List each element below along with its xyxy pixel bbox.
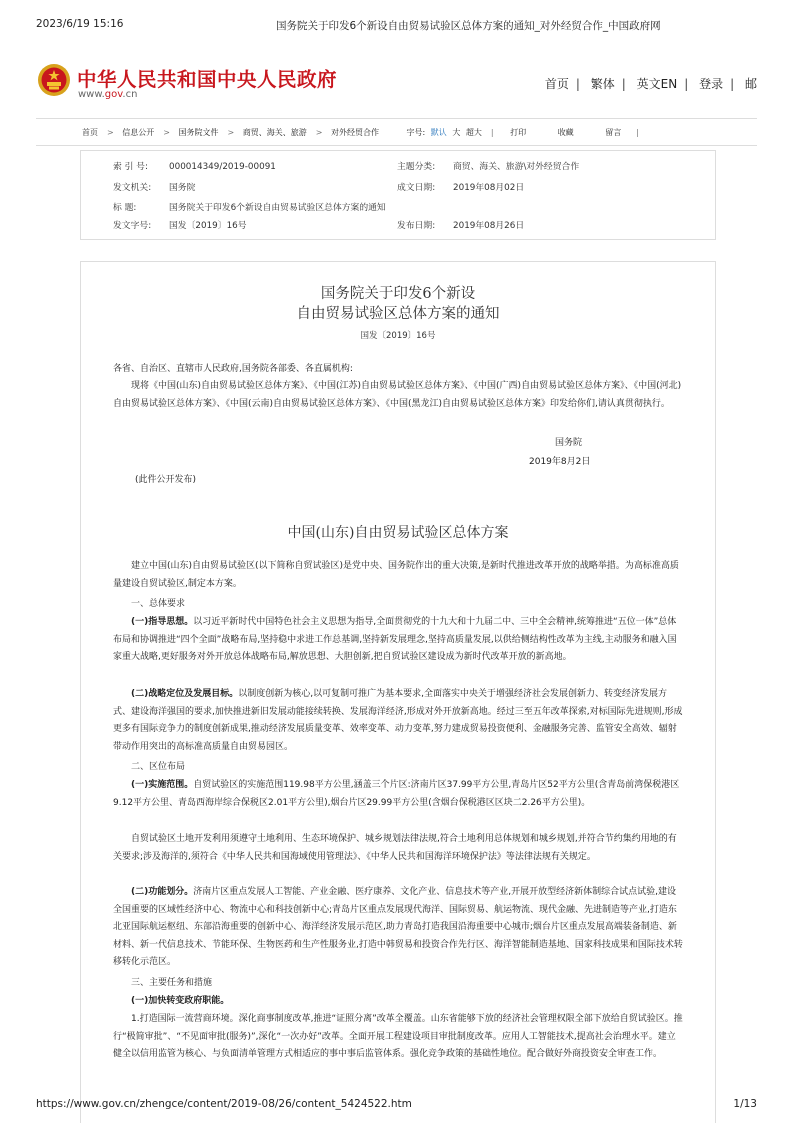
document-metadata — [80, 150, 716, 240]
plan-intro: 建立中国(山东)自由贸易试验区(以下简称自贸试验区)是党中央、国务院作出的重大决策,是新时代推进改革开放的战略举措。为高标准高质量建设自贸试验区,制定本方案。 — [113, 561, 679, 589]
article-doc-number: 国发〔2019〕16号 — [360, 331, 436, 341]
section-1-1: (一)指导思想。以习近平新时代中国特色社会主义思想为指导,全面贯彻党的十九大和十九届二中、三中全会精神,统筹推进“五位一体”总体布局和协调推进“四个全面”战略布局,坚持稳中求进工作总基调,坚持新发展理念,坚持高质量发展,以供给侧结构性改革为主线,主动服务和融入国家重大战略,更好服务对外开放总体战略布局,解放思想、大胆创新,把自贸试验区建设成为新时代改革开放的新高地。 — [113, 617, 677, 662]
font-size-label: 字号: — [406, 128, 426, 137]
section-2-1-para2: 自贸试验区土地开发利用须遵守土地利用、生态环境保护、城乡规划法律法规,符合土地利用总体规划和城乡规划,并符合节约集约用地的有关要求;涉及海洋的,须符合《中华人民共和国海域使用管理法》、《中华人民共和国海洋环境保护法》等法律法规有关规定。 — [113, 834, 677, 862]
section-2-1: (一)实施范围。自贸试验区的实施范围119.98平方公里,涵盖三个片区:济南片区37.99平方公里,青岛片区52平方公里(含青岛前湾保税港区9.12平方公里、青岛西海岸综合保税区2.01平方公里),烟台片区29.99平方公里(含烟台保税港区区块二2.26平方公里)。 — [113, 780, 680, 808]
meta-publish-label: 发布日期: — [397, 221, 436, 231]
meta-docno-label: 发文字号: — [113, 221, 152, 231]
section-2-2: (二)功能划分。济南片区重点发展人工智能、产业金融、医疗康养、文化产业、信息技术等产业,开展开放型经济新体制综合试点试验,建设全国重要的区域性经济中心、物流中心和科技创新中心;青岛片区重点发展现代海洋、国际贸易、航运物流、现代金融、先进制造等产业,打造东北亚国际航运枢纽、东部沿海重要的创新中心、海洋经济发展示范区,助力青岛打造我国沿海重要中心城市;烟台片区重点发展高端装备制造、新材料、新一代信息技术、节能环保、生物医药和生产性服务业,打造中韩贸易和投资合作先行区、海洋智能制造基地、国家科技成果和国际技术转移转化示范区。 — [113, 887, 683, 967]
breadcrumb-policy[interactable]: 信息公开 — [122, 128, 155, 137]
meta-written-value: 2019年08月02日 — [453, 183, 525, 193]
section-3-1-item1: 1.打造国际一流营商环境。深化商事制度改革,推进“证照分离”改革全覆盖。山东省能够下放的经济社会管理权限全部下放给自贸试验区。推行“极简审批”、“不见面审批(服务)”,深化“一次办好”改革。全面开展工程建设项目审批制度改革。应用人工智能技术,提高社会治理水平。建立健全以信用监管为核心、与负面清单管理方式相适应的事中事后监管体系。强化竞争政策的基础性地位。配合做好外商投资安全审查工作。 — [113, 1014, 683, 1059]
nav-home-link[interactable]: 首页 — [544, 77, 569, 91]
meta-index-value: 000014349/2019-00091 — [169, 162, 276, 172]
nav-extra-link[interactable]: 邮 — [744, 77, 757, 91]
font-large-link[interactable]: 大 — [452, 128, 461, 137]
print-datetime: 2023/6/19 15:16 — [36, 18, 124, 30]
print-header — [36, 18, 757, 32]
meta-written-label: 成文日期: — [397, 183, 436, 193]
section-2-heading: 二、区位布局 — [131, 762, 186, 772]
meta-topic-label: 主题分类: — [397, 162, 436, 172]
section-1-2: (二)战略定位及发展目标。以制度创新为核心,以可复制可推广为基本要求,全面落实中央关于增强经济社会发展创新力、转变经济发展方式、建设海洋强国的要求,加快推进新旧发展动能接续转换、发展海洋经济,形成对外开放新高地。经过三至五年改革探索,对标国际先进规则,形成更多有国际竞争力的制度创新成果,推动经济发展质量变革、效率变革、动力变革,努力建成贸易投资便利、金融服务完善、监管安全高效、辐射带动作用突出的高标准高质量自由贸易园区。 — [113, 689, 683, 752]
breadcrumb-foreign-trade[interactable]: 对外经贸合作 — [331, 128, 379, 137]
section-3-heading: 三、主要任务和措施 — [131, 978, 213, 988]
meta-topic-value: 商贸、海关、旅游\对外经贸合作 — [453, 162, 580, 172]
meta-issuer-value: 国务院 — [169, 183, 196, 193]
font-default-link[interactable]: 默认 — [430, 128, 447, 137]
nav-english-link[interactable]: 英文EN — [636, 77, 678, 91]
meta-title-label: 标 题: — [113, 203, 137, 213]
national-emblem-icon[interactable] — [37, 63, 71, 97]
addressee: 各省、自治区、直辖市人民政府,国务院各部委、各直属机构: — [113, 364, 353, 374]
public-note: (此件公开发布) — [135, 475, 197, 485]
print-footer — [36, 1098, 757, 1112]
site-name[interactable]: 中华人民共和国中央人民政府 — [77, 68, 338, 91]
breadcrumb-bar: 首页 > 信息公开 > 国务院文件 > 商贸、海关、旅游 > 对外经贸合作 字号: 默认 大 超大 | 打印 收藏 留言 | — [36, 118, 757, 146]
sign-date: 2019年8月2日 — [529, 457, 591, 467]
plan-title: 中国(山东)自由贸易试验区总体方案 — [287, 525, 509, 541]
comment-link[interactable]: 留言 — [605, 128, 622, 137]
article-body — [80, 261, 716, 1123]
intro-paragraph: 现将《中国(山东)自由贸易试验区总体方案》、《中国(江苏)自由贸易试验区总体方案》、《中国(广西)自由贸易试验区总体方案》、《中国(河北)自由贸易试验区总体方案》、《中国(云南)自由贸易试验区总体方案》、《中国(黑龙江)自由贸易试验区总体方案》印发给你们,请认真贯彻执行。 — [113, 381, 682, 409]
breadcrumb-trade[interactable]: 商贸、海关、旅游 — [242, 128, 307, 137]
nav-traditional-link[interactable]: 繁体 — [590, 77, 615, 91]
meta-issuer-label: 发文机关: — [113, 183, 152, 193]
print-page-count: 1/13 — [733, 1098, 757, 1110]
signer: 国务院 — [555, 438, 583, 448]
meta-docno-value: 国发〔2019〕16号 — [169, 221, 247, 231]
print-page-title: 国务院关于印发6个新设自由贸易试验区总体方案的通知_对外经贸合作_中国政府网 — [276, 20, 661, 32]
breadcrumb-council-docs[interactable]: 国务院文件 — [178, 128, 219, 137]
breadcrumb-home[interactable]: 首页 — [82, 128, 98, 137]
meta-title-value: 国务院关于印发6个新设自由贸易试验区总体方案的通知 — [169, 203, 386, 213]
section-1-heading: 一、总体要求 — [131, 599, 186, 609]
meta-publish-value: 2019年08月26日 — [453, 221, 525, 231]
print-url: https://www.gov.cn/zhengce/content/2019-08/26/content_5424522.htm — [36, 1098, 412, 1110]
top-nav: 首页 | 繁体 | 英文EN | 登录 | 邮 — [544, 77, 757, 91]
article-title: 国务院关于印发6个新设 自由贸易试验区总体方案的通知 — [296, 286, 500, 322]
print-link[interactable]: 打印 — [510, 128, 527, 137]
nav-login-link[interactable]: 登录 — [699, 77, 724, 91]
favorite-link[interactable]: 收藏 — [557, 128, 574, 137]
font-xlarge-link[interactable]: 超大 — [465, 128, 482, 137]
section-3-1-heading: (一)加快转变政府职能。 — [131, 996, 230, 1006]
meta-index-label: 索 引 号: — [113, 162, 148, 172]
site-domain: www.gov.cn — [78, 89, 138, 100]
